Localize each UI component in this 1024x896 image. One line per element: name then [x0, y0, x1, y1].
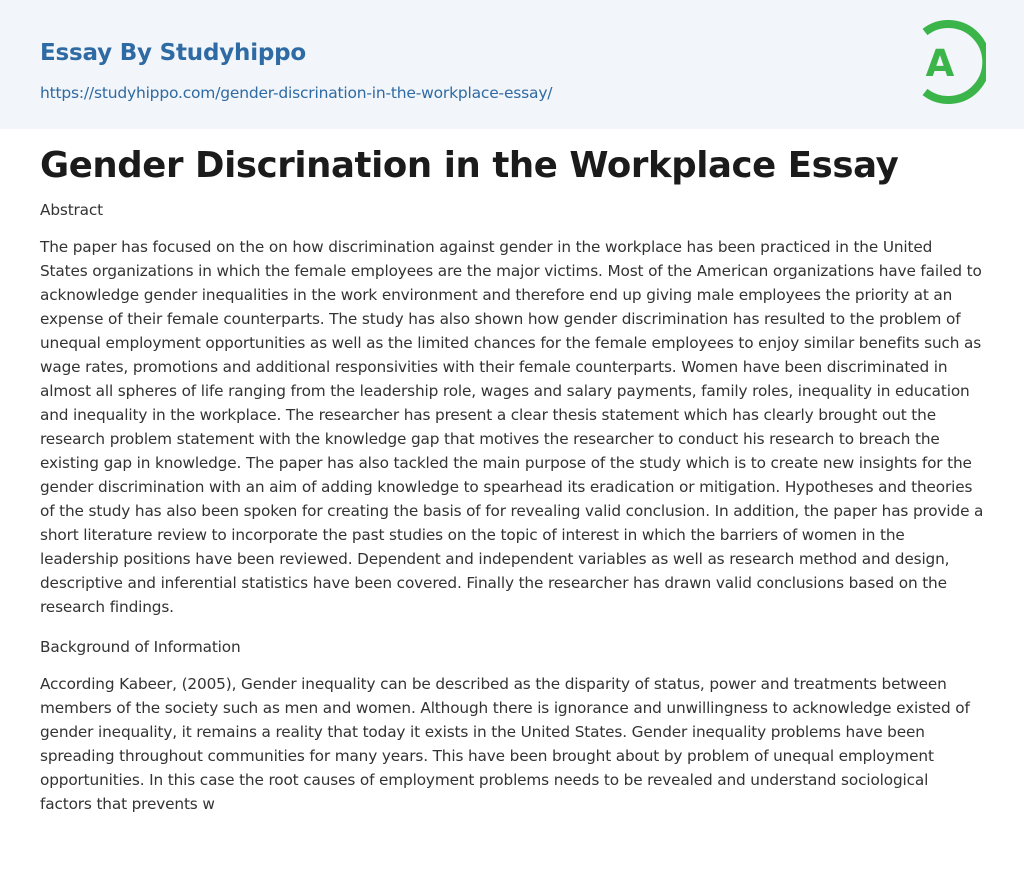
section-heading-background: Background of Information — [40, 638, 241, 656]
studyhippo-logo-icon[interactable] — [912, 20, 986, 104]
page-url-link[interactable]: https://studyhippo.com/gender-discrination-in-the-workplace-essay/ — [40, 84, 553, 102]
section-paragraph-background: According Kabeer, (2005), Gender inequality can be described as the disparity of status, power and treatments between members of the society such as men and women. Although there is ignorance and unwillingness to acknowledge existed of gender inequality, it remains a reality that today it exists in the United States. Gender inequality problems have been spreading throughout communities for many years. This have been brought about by problem of unequal employment opportunities. In this case the root causes of employment problems needs to be revealed and understand sociological factors that prevents w — [40, 675, 970, 813]
logo-letter: A — [925, 42, 955, 85]
article-title: Gender Discrination in the Workplace Essay — [40, 145, 899, 186]
section-heading-abstract: Abstract — [40, 201, 104, 219]
site-header — [0, 0, 1024, 129]
site-brand[interactable]: Essay By Studyhippo — [40, 40, 307, 66]
article-body — [40, 198, 984, 832]
section-paragraph-abstract: The paper has focused on the on how discrimination against gender in the workplace has been practiced in the United States organizations in which the female employees are the major victims. Most of the American organizations have failed to acknowledge gender inequalities in the work environment and therefore end up giving male employees the priority at an expense of their female counterparts. The study has also shown how gender discrimination has resulted to the problem of unequal employment opportunities as well as the limited chances for the female employees to enjoy similar benefits such as wage rates, promotions and additional responsivities with their female counterparts. Women have been discriminated in almost all spheres of life ranging from the leadership role, wages and salary payments, family roles, inequality in education and inequality in the workplace. The researcher has present a clear thesis statement which has clearly brought out the research problem statement with the knowledge gap that motives the researcher to conduct his research to breach the existing gap in knowledge. The paper has also tackled the main purpose of the study which is to create new insights for the gender discrimination with an aim of adding knowledge to spearhead its eradication or mitigation. Hypotheses and theories of the study has also been spoken for creating the basis of for revealing valid conclusion. In addition, the paper has provide a short literature review to incorporate the past studies on the topic of interest in which the barriers of women in the leadership positions have been reviewed. Dependent and independent variables as well as research method and design, descriptive and inferential statistics have been covered. Finally the researcher has drawn valid conclusions based on the research findings. — [40, 238, 984, 616]
